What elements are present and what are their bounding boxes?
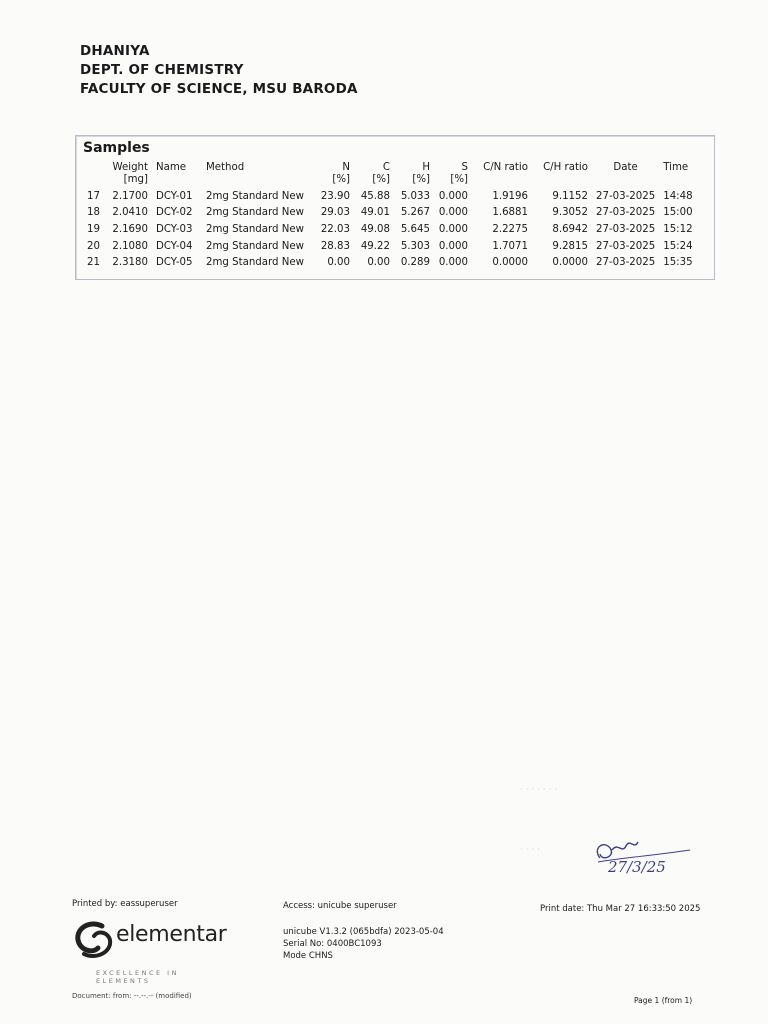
cell-time: 14:48 <box>663 190 693 202</box>
table-header-row <box>82 162 697 188</box>
col-index-header <box>82 162 104 188</box>
cell-h: 0.289 <box>400 257 430 269</box>
cell-index: 21 <box>87 257 100 269</box>
col-weight-header: Weight [mg] <box>112 162 148 185</box>
cell-cn-ratio: 1.9196 <box>492 190 528 202</box>
cell-time: 15:24 <box>663 240 693 252</box>
col-method-header: Method <box>206 162 245 173</box>
cell-name: DCY-04 <box>156 240 193 252</box>
cell-s: 0.000 <box>438 207 468 219</box>
cell-s: 0.000 <box>438 190 468 202</box>
print-date: Print date: Thu Mar 27 16:33:50 2025 <box>540 904 701 914</box>
cell-n: 22.03 <box>320 223 350 235</box>
cell-date: 27-03-2025 <box>596 223 656 235</box>
lab-header <box>80 42 358 99</box>
samples-panel <box>75 135 715 280</box>
cell-name: DCY-01 <box>156 190 193 202</box>
cell-h: 5.267 <box>400 207 430 219</box>
col-n-header: N [%] <box>332 162 350 185</box>
cell-date: 27-03-2025 <box>596 257 656 269</box>
handwritten-signature <box>590 828 700 878</box>
cell-n: 0.00 <box>327 257 350 269</box>
cell-cn-ratio: 0.0000 <box>492 257 528 269</box>
cell-method: 2mg Standard New <box>206 207 304 219</box>
cell-name: DCY-05 <box>156 257 193 269</box>
cell-weight: 2.3180 <box>112 257 148 269</box>
cell-index: 18 <box>87 207 100 219</box>
cell-c: 49.08 <box>360 223 390 235</box>
cell-cn-ratio: 2.2275 <box>492 223 528 235</box>
logo-tagline: EXCELLENCE IN ELEMENTS <box>96 969 179 985</box>
header-faculty: FACULTY OF SCIENCE, MSU BARODA <box>80 81 358 97</box>
table-row <box>82 238 697 255</box>
software-version: unicube V1.3.2 (065bdfa) 2023-05-04 <box>283 927 444 937</box>
cell-weight: 2.1690 <box>112 223 148 235</box>
cell-index: 19 <box>87 223 100 235</box>
mode-info: Mode CHNS <box>283 951 333 961</box>
cell-name: DCY-03 <box>156 223 193 235</box>
logo-swirl-icon <box>72 920 116 960</box>
page-number: Page 1 (from 1) <box>634 996 693 1005</box>
cell-method: 2mg Standard New <box>206 190 304 202</box>
header-dept: DEPT. OF CHEMISTRY <box>80 62 244 78</box>
cell-n: 23.90 <box>320 190 350 202</box>
col-ch-header: C/H ratio <box>543 162 588 173</box>
cell-method: 2mg Standard New <box>206 223 304 235</box>
access-info: Access: unicube superuser <box>283 901 397 911</box>
cell-s: 0.000 <box>438 240 468 252</box>
cell-date: 27-03-2025 <box>596 190 656 202</box>
printed-by: Printed by: eassuperuser <box>72 899 178 909</box>
cell-h: 5.303 <box>400 240 430 252</box>
cell-time: 15:35 <box>663 257 693 269</box>
cell-c: 45.88 <box>360 190 390 202</box>
document-source: Document: from: --.--.-- (modified) <box>72 992 192 1000</box>
table-row <box>82 254 697 271</box>
header-name: DHANIYA <box>80 43 150 59</box>
samples-title: Samples <box>83 140 150 156</box>
cell-method: 2mg Standard New <box>206 257 304 269</box>
logo-wordmark: elementar <box>116 922 227 947</box>
cell-weight: 2.1700 <box>112 190 148 202</box>
table-row <box>82 205 697 222</box>
table-row <box>82 221 697 238</box>
cell-n: 29.03 <box>320 207 350 219</box>
cell-ch-ratio: 9.3052 <box>552 207 588 219</box>
cell-ch-ratio: 9.2815 <box>552 240 588 252</box>
cell-name: DCY-02 <box>156 207 193 219</box>
cell-index: 20 <box>87 240 100 252</box>
serial-number: Serial No: 0400BC1093 <box>283 939 382 949</box>
table-row <box>82 188 697 205</box>
cell-n: 28.83 <box>320 240 350 252</box>
cell-time: 15:00 <box>663 207 693 219</box>
cell-s: 0.000 <box>438 257 468 269</box>
col-c-header: C [%] <box>372 162 390 185</box>
samples-table <box>82 162 697 271</box>
col-s-header: S [%] <box>450 162 468 185</box>
cell-c: 49.01 <box>360 207 390 219</box>
cell-cn-ratio: 1.6881 <box>492 207 528 219</box>
cell-cn-ratio: 1.7071 <box>492 240 528 252</box>
col-name-header: Name <box>156 162 187 173</box>
cell-method: 2mg Standard New <box>206 240 304 252</box>
cell-h: 5.645 <box>400 223 430 235</box>
cell-ch-ratio: 9.1152 <box>552 190 588 202</box>
col-cn-header: C/N ratio <box>483 162 528 173</box>
cell-ch-ratio: 0.0000 <box>552 257 588 269</box>
col-h-header: H [%] <box>412 162 430 185</box>
col-time-header: Time <box>663 162 689 173</box>
cell-index: 17 <box>87 190 100 202</box>
col-date-header: Date <box>613 162 638 173</box>
faint-stamp-text-2: · · · · <box>520 845 541 855</box>
cell-date: 27-03-2025 <box>596 240 656 252</box>
cell-ch-ratio: 8.6942 <box>552 223 588 235</box>
cell-c: 49.22 <box>360 240 390 252</box>
faint-stamp-text: · · · · · · · <box>520 785 558 795</box>
cell-weight: 2.1080 <box>112 240 148 252</box>
cell-c: 0.00 <box>367 257 390 269</box>
cell-s: 0.000 <box>438 223 468 235</box>
cell-time: 15:12 <box>663 223 693 235</box>
cell-weight: 2.0410 <box>112 207 148 219</box>
cell-date: 27-03-2025 <box>596 207 656 219</box>
cell-h: 5.033 <box>400 190 430 202</box>
elementar-logo <box>72 920 232 985</box>
signature-date: 27/3/25 <box>608 858 666 876</box>
